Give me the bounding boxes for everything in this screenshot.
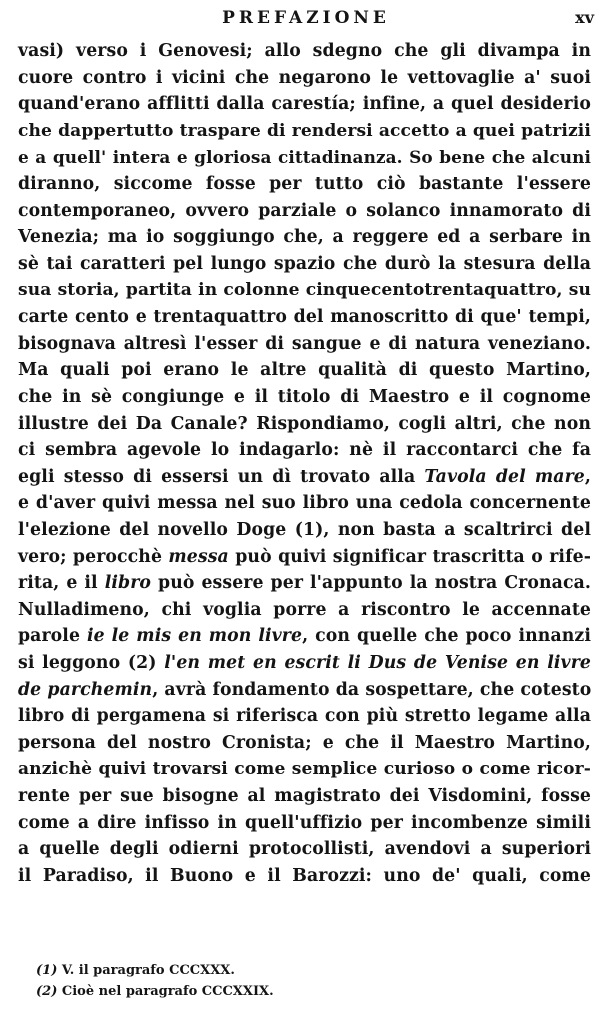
text-line: [18, 118, 591, 145]
footnote: [36, 981, 576, 1002]
line-text: carte cento e trentaquattro del manoscritto di que' tempi,: [18, 307, 591, 328]
text-line: [18, 224, 591, 251]
text-line: [18, 490, 591, 517]
line-text: vero; perocchè: [18, 546, 169, 567]
line-italic-text: de parchemin: [18, 679, 153, 700]
text-line: [18, 331, 591, 358]
line-text: persona del nostro Cronista; e che il Maestro Martino,: [18, 732, 591, 753]
line-text: sè tai caratteri pel lungo spazio che durò la stesura della: [18, 253, 591, 274]
line-text: l'elezione del novello Doge (1), non basta a scaltrirci del: [18, 519, 591, 540]
text-line: [18, 517, 591, 544]
line-text: diranno, siccome fosse per tutto ciò bastante l'essere: [18, 174, 591, 195]
footnote-text: V. il paragrafo CCCXXX.: [61, 963, 235, 978]
line-text: e d'aver quivi messa nel suo libro una cedola concernente: [18, 493, 591, 514]
line-italic-text: ie le mis en mon livre: [86, 626, 303, 647]
line-text-after: può quivi significar trascritta o rife-: [228, 546, 591, 567]
footnote-mark: (2): [36, 984, 58, 999]
line-italic-text: Tavola del mare: [424, 466, 585, 487]
text-line: [18, 357, 591, 384]
line-text: libro di pergamena si riferisca con più stretto legame alla: [18, 706, 591, 727]
body-text: [18, 38, 591, 890]
line-text: rente per sue bisogne al magistrato dei Visdomini, fosse: [18, 786, 591, 807]
text-line: [18, 783, 591, 810]
text-line: [18, 38, 591, 65]
text-line: [18, 650, 591, 677]
footnote-text: Cioè nel paragrafo CCCXXIX.: [61, 984, 274, 999]
text-line: [18, 677, 591, 704]
text-line: [18, 171, 591, 198]
line-text: Venezia; ma io soggiungo che, a reggere ed a serbare in: [18, 227, 591, 248]
line-text: Ma quali poi erano le altre qualità di questo Martino,: [18, 360, 591, 381]
text-line: [18, 863, 591, 890]
line-text: il Paradiso, il Buono e il Barozzi: uno de' quali, come: [18, 865, 591, 886]
line-text: ci sembra agevole lo indagarlo: nè il raccontarci che fa: [18, 440, 591, 461]
text-line: [18, 544, 591, 571]
line-text: Nulladimeno, chi voglia porre a riscontro le accennate: [18, 599, 591, 620]
line-text: che in sè congiunge e il titolo di Maestro e il cognome: [18, 386, 591, 407]
line-text-after: , con quelle che poco innanzi: [302, 626, 591, 647]
text-line: [18, 437, 591, 464]
text-line: [18, 251, 591, 278]
text-line: [18, 570, 591, 597]
text-line: [18, 144, 591, 171]
line-text: che dappertutto traspare di rendersi accetto a quei patrizii: [18, 120, 591, 141]
line-text: a quelle degli odierni protocollisti, avendovi a superiori: [18, 839, 591, 860]
line-text: e a quell' intera e gloriosa cittadinanza. So bene che alcuni: [18, 147, 591, 168]
text-line: [18, 756, 591, 783]
footnote: [36, 960, 576, 981]
page-number: xv: [575, 8, 594, 27]
text-line: [18, 198, 591, 225]
text-line: [18, 277, 591, 304]
line-italic-text: libro: [104, 573, 152, 594]
text-line: [18, 703, 591, 730]
line-italic-text: messa: [168, 546, 229, 567]
text-line: [18, 304, 591, 331]
text-line: [18, 65, 591, 92]
line-text: come a dire infisso in quell'uffizio per incombenze simili: [18, 812, 591, 833]
line-text: bisognava altresì l'esser di sangue e di natura veneziano.: [18, 333, 591, 354]
text-line: [18, 623, 591, 650]
line-text: cuore contro i vicini che negarono le vettovaglie a' suoi: [18, 67, 591, 88]
line-italic-text: l'en met en escrit li Dus de Venise en livre: [164, 653, 591, 674]
text-line: [18, 597, 591, 624]
running-head: [0, 6, 612, 32]
text-line: [18, 384, 591, 411]
line-text: illustre dei Da Canale? Rispondiamo, cogli altri, che non: [18, 413, 591, 434]
line-text: sua storia, partita in colonne cinquecentotrentaquattro, su: [18, 280, 591, 301]
line-text: vasi) verso i Genovesi; allo sdegno che gli divampa in: [18, 41, 591, 61]
text-line: [18, 810, 591, 837]
footnotes: [36, 960, 576, 1002]
footnote-mark: (1): [36, 963, 58, 978]
line-text: quand'erano afflitti dalla carestía; infine, a quel desiderio: [18, 94, 591, 115]
line-text: parole: [18, 626, 87, 647]
line-text-after: può essere per l'appunto la nostra Cronaca.: [151, 573, 592, 594]
line-text-after: ,: [584, 466, 591, 487]
line-text: anzichè quivi trovarsi come semplice curioso o come ricor-: [18, 759, 591, 780]
line-text: si leggono (2): [18, 653, 165, 674]
text-line: [18, 91, 591, 118]
text-line: [18, 464, 591, 491]
text-line: [18, 730, 591, 757]
text-line: [18, 411, 591, 438]
running-title: PREFAZIONE: [222, 8, 390, 28]
line-text-after: , avrà fondamento da sospettare, che cotesto: [152, 679, 592, 700]
line-text: contemporaneo, ovvero parziale o solanco innamorato di: [18, 200, 591, 221]
text-line: [18, 836, 591, 863]
line-text: egli stesso di essersi un dì trovato alla: [18, 466, 425, 487]
line-text: rita, e il: [18, 573, 105, 594]
